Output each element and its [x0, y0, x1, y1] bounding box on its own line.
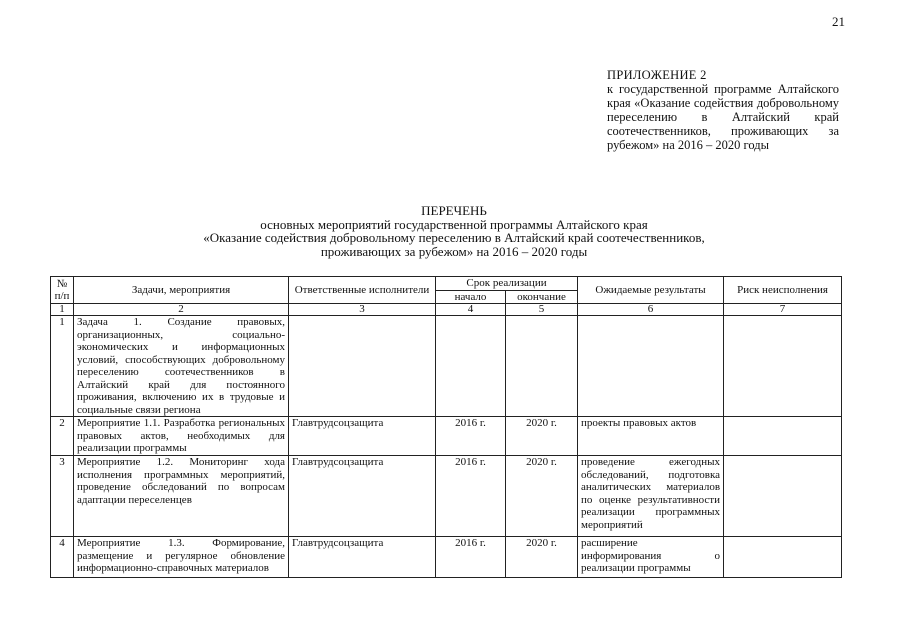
column-index: 3 [289, 304, 436, 316]
column-index-row [51, 304, 842, 316]
row-risk [724, 456, 842, 537]
row-end [506, 316, 578, 417]
row-end: 2020 г. [506, 417, 578, 456]
row-end: 2020 г. [506, 456, 578, 537]
row-result: проведение ежегодных обследований, подготовка аналитических материалов по оценке результативности реализации программных мероприятий [578, 456, 724, 537]
header-end: окончание [506, 290, 578, 304]
row-risk [724, 417, 842, 456]
row-result: расширение информирования о реализации программы [578, 537, 724, 578]
header-period: Срок реализации [436, 277, 578, 291]
row-executor: Главтрудсоцзащита [289, 456, 436, 537]
column-index: 7 [724, 304, 842, 316]
heading-title: ПЕРЕЧЕНЬ [421, 203, 487, 218]
row-task: Мероприятие 1.3. Формирование, размещение и регулярное обновление информационно-справочных материалов [74, 537, 289, 578]
page-number: 21 [832, 14, 845, 29]
row-risk [724, 316, 842, 417]
table-row [51, 456, 842, 537]
row-task: Мероприятие 1.1. Разработка региональных правовых актов, необходимых для реализации программы [74, 417, 289, 456]
row-start: 2016 г. [436, 456, 506, 537]
column-index: 6 [578, 304, 724, 316]
heading-line-2: основных мероприятий государственной программы Алтайского края [260, 216, 648, 232]
column-index: 4 [436, 304, 506, 316]
appendix-title: ПРИЛОЖЕНИЕ 2 [607, 68, 707, 82]
header-executors: Ответственные исполнители [289, 277, 436, 304]
row-executor [289, 316, 436, 417]
row-num: 1 [51, 316, 74, 417]
appendix-note [607, 68, 839, 152]
row-executor: Главтрудсоцзащита [289, 417, 436, 456]
row-num: 2 [51, 417, 74, 456]
table-row [51, 417, 842, 456]
column-index: 5 [506, 304, 578, 316]
row-executor: Главтрудсоцзащита [289, 537, 436, 578]
header-num: № п/п [51, 277, 74, 304]
header-row [51, 277, 842, 291]
measures-table [50, 276, 842, 578]
heading-line-3: «Оказание содействия добровольному переселению в Алтайский край соотечественников, [203, 230, 705, 245]
row-start [436, 316, 506, 417]
appendix-text: к государственной программе Алтайского края «Оказание содействия добровольному переселению в Алтайский край соотечественников, проживающих за рубежом» на 2016 – 2020 годы [607, 82, 839, 152]
row-end: 2020 г. [506, 537, 578, 578]
row-result [578, 316, 724, 417]
column-index: 1 [51, 304, 74, 316]
column-index: 2 [74, 304, 289, 316]
header-risk: Риск неисполнения [724, 277, 842, 304]
row-task: Задача 1. Создание правовых, организационных, социально-экономических и информационных условий, способствующих добровольному переселению соотечественников в Алтайский край для постоянного проживания, включению их в трудовые и социальные связи региона [74, 316, 289, 417]
header-results: Ожидаемые результаты [578, 277, 724, 304]
row-num: 3 [51, 456, 74, 537]
heading-line-4: проживающих за рубежом» на 2016 – 2020 годы [320, 243, 588, 259]
header-start: начало [436, 290, 506, 304]
row-start: 2016 г. [436, 417, 506, 456]
header-tasks: Задачи, мероприятия [74, 277, 289, 304]
row-task: Мероприятие 1.2. Мониторинг хода исполнения программных мероприятий, проведение обследований по вопросам адаптации переселенцев [74, 456, 289, 537]
row-result: проекты правовых актов [578, 417, 724, 456]
table-row [51, 537, 842, 578]
table-row [51, 316, 842, 417]
row-start: 2016 г. [436, 537, 506, 578]
row-num: 4 [51, 537, 74, 578]
document-heading [60, 204, 848, 258]
row-risk [724, 537, 842, 578]
